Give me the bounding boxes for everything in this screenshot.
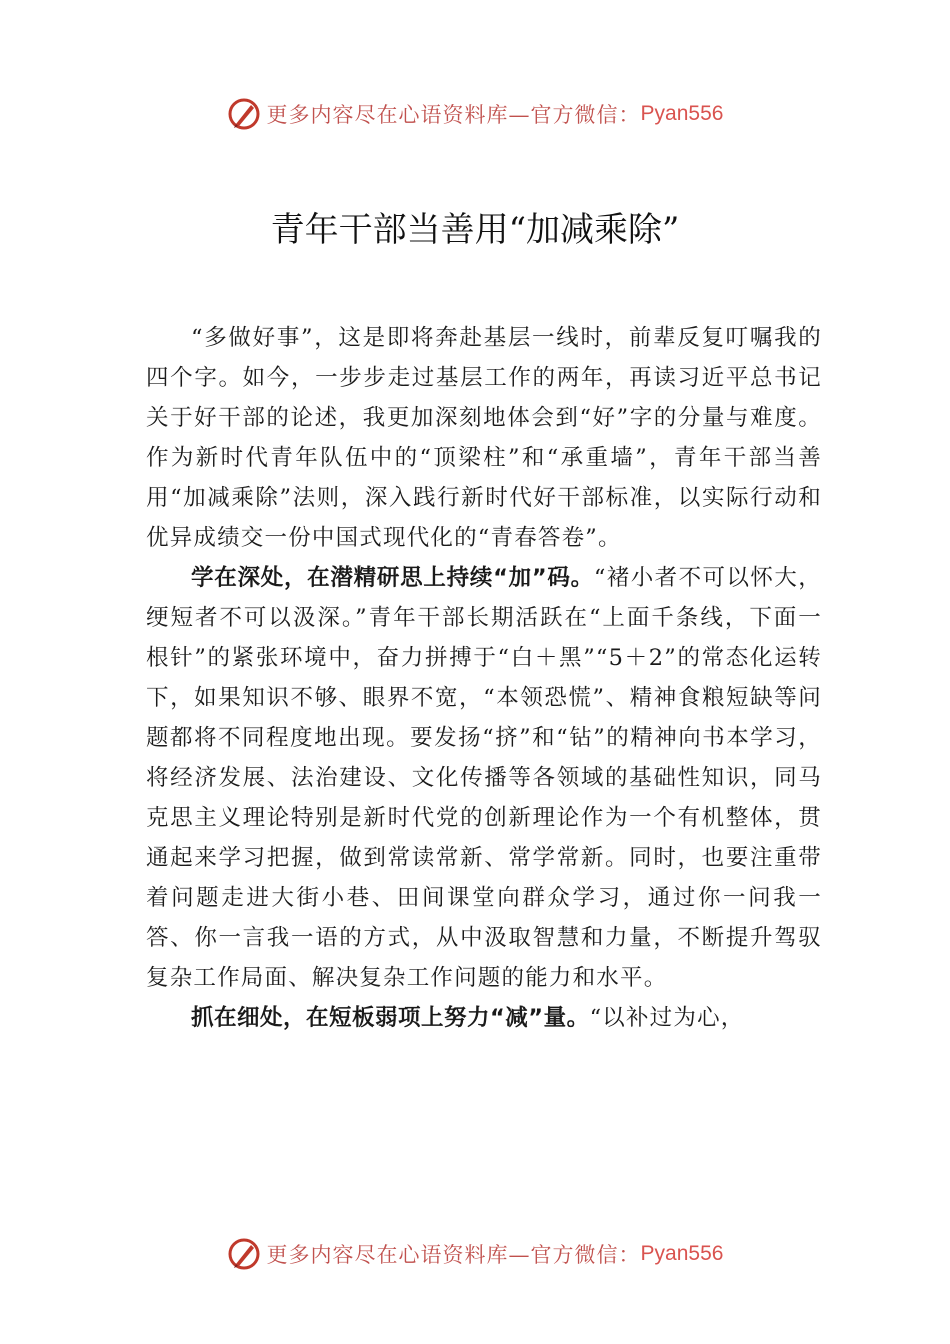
paragraph-lead: 抓在细处，在短板弱项上努力“减”量。 (191, 1005, 590, 1031)
wechat-handle: Pyan556 (640, 102, 724, 125)
article-body (146, 318, 822, 1038)
banner-text: 更多内容尽在心语资料库—官方微信： (266, 103, 641, 127)
footer-banner (0, 1234, 950, 1274)
header-banner (0, 94, 950, 134)
paragraph-3 (146, 998, 822, 1038)
paragraph-text: “多做好事”，这是即将奔赴基层一线时，前辈反复叮嘱我的四个字。如今，一步步走过基层工作的两年，再读习近平总书记关于好干部的论述，我更加深刻地体会到“好”字的分量与难度。作为新时代青年队伍中的“顶梁柱”和“承重墙”，青年干部当善用“加减乘除”法则，深入践行新时代好干部标准，以实际行动和优异成绩交一份中国式现代化的“青春答卷”。 (146, 325, 822, 551)
paragraph-text: “褚小者不可以怀大，绠短者不可以汲深。”青年干部长期活跃在“上面千条线，下面一根针”的紧张环境中，奋力拼搏于“白＋黑”“5＋2”的常态化运转下，如果知识不够、眼界不宽，“本领恐慌”、精神食粮短缺等问题都将不同程度地出现。要发扬“挤”和“钻”的精神向书本学习，将经济发展、法治建设、文化传播等各领域的基础性知识，同马克思主义理论特别是新时代党的创新理论作为一个有机整体，贯通起来学习把握，做到常读常新、常学常新。同时，也要注重带着问题走进大街小巷、田间课堂向群众学习，通过你一问我一答、你一言我一语的方式，从中汲取智慧和力量，不断提升驾驭复杂工作局面、解决复杂工作问题的能力和水平。 (146, 565, 822, 991)
wechat-handle: Pyan556 (640, 1242, 724, 1265)
pen-feather-logo-icon (227, 1237, 261, 1271)
paragraph-lead: 学在深处，在潜精研思上持续“加”码。 (191, 565, 594, 591)
pen-feather-logo-icon (227, 97, 261, 131)
paragraph-2 (146, 558, 822, 998)
paragraph-text: “以补过为心， (589, 1005, 745, 1031)
banner-text: 更多内容尽在心语资料库—官方微信： (266, 1243, 641, 1267)
page-title: 青年干部当善用“加减乘除” (270, 210, 680, 250)
paragraph-1 (146, 318, 822, 558)
